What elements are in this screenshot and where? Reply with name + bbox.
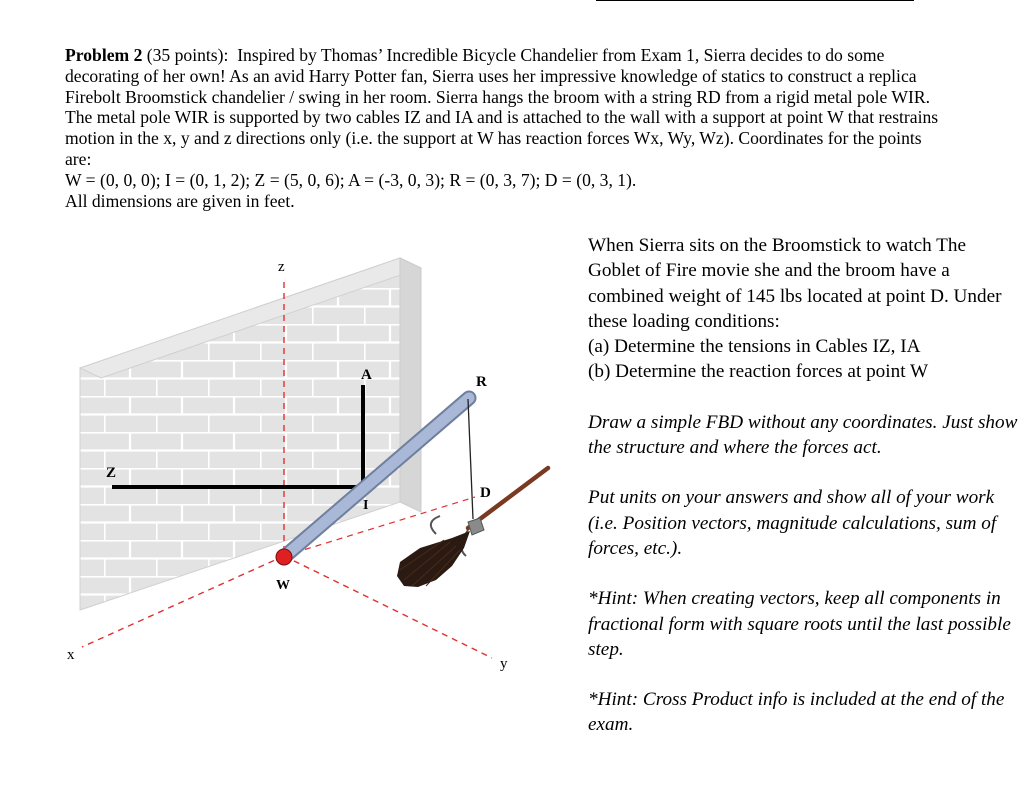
broom-chandelier-figure xyxy=(0,230,580,690)
part-a: (a) Determine the tensions in Cables IZ, IA xyxy=(588,336,921,358)
point-r-label: R xyxy=(476,374,487,390)
z-axis-label: z xyxy=(278,259,285,275)
right-column xyxy=(588,233,1018,738)
wall-side xyxy=(400,258,421,512)
problem-number: Problem 2 xyxy=(65,45,143,65)
part-b: (b) Determine the reaction forces at point W xyxy=(588,361,929,383)
coordinates-line: W = (0, 0, 0); I = (0, 1, 2); Z = (5, 0, 6); A = (-3, 0, 3); R = (0, 3, 7); D = (0, 3, 1). xyxy=(65,169,637,190)
y-axis-line xyxy=(284,556,492,658)
problem-statement xyxy=(65,45,945,211)
hint-fractional: *Hint: When creating vectors, keep all components in fractional form with square roots until the last possible step. xyxy=(588,588,1011,660)
units-instruction: Put units on your answers and show all of your work (i.e. Position vectors, magnitude calculations, sum of forces, etc.). xyxy=(588,487,997,559)
y-axis-label: y xyxy=(500,656,508,672)
problem-points: (35 points): xyxy=(146,45,229,65)
string-rd xyxy=(468,399,473,519)
point-w-label: W xyxy=(276,578,290,593)
x-axis-label: x xyxy=(67,647,75,663)
wall-face xyxy=(80,258,400,610)
support-w-dot xyxy=(276,549,292,565)
point-i-label: I xyxy=(363,498,369,513)
point-z-label: Z xyxy=(106,465,117,481)
point-a-label: A xyxy=(361,367,372,383)
hint-cross-product: *Hint: Cross Product info is included at the end of the exam. xyxy=(588,689,1005,736)
top-rule xyxy=(596,0,914,1)
problem-text: Inspired by Thomas’ Incredible Bicycle Chandelier from Exam 1, Sierra decides to do some decorating of her own! As an avid Harry Potter fan, Sierra uses her impressive knowledge of statics to construct a replica Firebolt Broomstick chandelier / swing in her room. Sierra hangs the broom with a string RD from a rigid metal pole WIR. The metal pole WIR is supported by two cables IZ and IA and is attached to the wall with a support at point W that restrains motion in the x, y and z directions only (i.e. the support at W has reaction forces Wx, Wy, Wz). Coordinates for the points are: xyxy=(65,45,939,169)
point-d-label: D xyxy=(480,485,491,501)
loading-text: When Sierra sits on the Broomstick to watch The Goblet of Fire movie she and the broom have a combined weight of 145 lbs located at point D. Under these loading conditions: xyxy=(588,235,1002,332)
dimensions-note: All dimensions are given in feet. xyxy=(65,190,295,211)
fbd-instruction: Draw a simple FBD without any coordinates. Just show the structure and where the forces act. xyxy=(588,411,1018,459)
